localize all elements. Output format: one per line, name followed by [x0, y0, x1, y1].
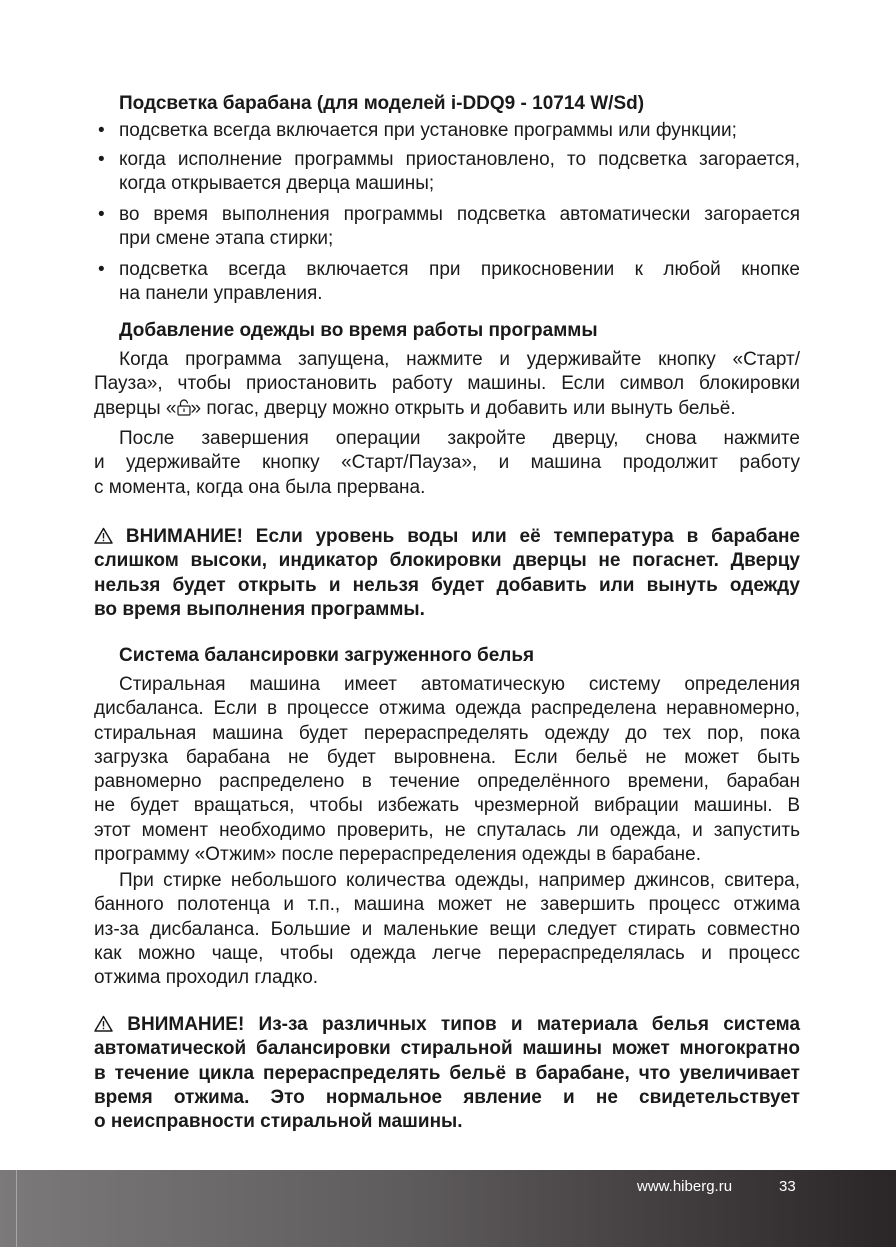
text-line: Стиральная машина имеет автоматическую систему определения	[119, 674, 800, 695]
text-line: После завершения операции закройте дверцу, снова нажмите	[119, 428, 800, 449]
text: дверцы «	[94, 397, 177, 419]
bullet-item	[98, 148, 800, 197]
bullet-icon: •	[98, 204, 105, 225]
warning-triangle-icon	[94, 1015, 113, 1039]
bullet-item	[98, 258, 800, 307]
text-line: во время выполнения программы.	[94, 598, 425, 620]
warning-door-lock	[94, 525, 800, 622]
text-line: время отжима. Это нормальное явление и не свидетельствует	[94, 1086, 800, 1108]
paragraph-add-clothes	[94, 348, 800, 421]
text-line: при смене этапа стирки;	[119, 228, 334, 250]
text-line: отжима проходил гладко.	[94, 967, 319, 989]
paragraph-after-operation	[94, 427, 800, 500]
text-line	[94, 1013, 800, 1037]
heading-drum-light: Подсветка барабана (для моделей i-DDQ9 - 10714 W/Sd)	[119, 93, 645, 114]
text-line: дисбаланса. Если в процессе отжима одежда распределена неравномерно,	[94, 698, 800, 720]
text-line: и удерживайте кнопку «Старт/Пауза», и машина продолжит работу	[94, 452, 800, 474]
bullet-icon: •	[98, 259, 105, 280]
text-line: с момента, когда она была прервана.	[94, 476, 426, 498]
warning-triangle-icon	[94, 527, 113, 551]
text-line: когда открывается дверца машины;	[119, 173, 435, 195]
footer-bar	[0, 1170, 896, 1247]
text-line: Когда программа запущена, нажмите и удерживайте кнопку «Старт/	[119, 349, 800, 370]
warning-text: ВНИМАНИЕ! Из-за различных типов и материала белья система	[127, 1014, 801, 1035]
text-line: программу «Отжим» после перераспределения одежды в барабане.	[94, 844, 701, 866]
text-line: равномерно распределено в течение определённого времени, барабан	[94, 771, 800, 793]
heading-balance-system: Система балансировки загруженного белья	[119, 645, 535, 666]
paragraph-small-load	[94, 869, 800, 990]
heading-add-clothes: Добавление одежды во время работы программы	[119, 320, 598, 341]
warning-text: ВНИМАНИЕ! Если уровень воды или её температура в барабане	[125, 526, 800, 547]
page-number: 33	[779, 1178, 796, 1195]
text-line	[94, 397, 800, 421]
text: » погас, дверцу можно открыть и добавить или вынуть бельё.	[190, 397, 736, 419]
paragraph-balance	[94, 673, 800, 867]
door-lock-icon	[177, 399, 191, 423]
text-line: как можно чаще, чтобы одежда легче перераспределялась и процесс	[94, 942, 800, 964]
warning-balance	[94, 1013, 800, 1134]
text-line: подсветка всегда включается при прикосновении к любой кнопке	[119, 259, 800, 280]
text-line: загрузка барабана не будет выровнена. Если бельё не может быть	[94, 746, 800, 768]
text-line: о неисправности стиральной машины.	[94, 1111, 463, 1133]
text-line: стиральная машина будет перераспределять одежду до тех пор, пока	[94, 722, 800, 744]
bullet-icon: •	[98, 149, 105, 170]
footer-website: www.hiberg.ru	[637, 1178, 733, 1195]
text-line: нельзя будет открыть и нельзя будет добавить или вынуть одежду	[94, 574, 800, 596]
text-line: автоматической балансировки стиральной машины может многократно	[94, 1038, 800, 1060]
text-line: когда исполнение программы приостановлено, то подсветка загорается,	[119, 149, 800, 170]
bullet-item	[98, 119, 800, 143]
bullet-item	[98, 203, 800, 252]
text-line: Пауза», чтобы приостановить работу машины. Если символ блокировки	[94, 373, 800, 395]
text-line: этот момент необходимо проверить, не спуталась ли одежда, и запустить	[94, 819, 800, 841]
text-line: При стирке небольшого количества одежды, например джинсов, свитера,	[119, 870, 800, 891]
text-line: слишком высоки, индикатор блокировки дверцы не погаснет. Дверцу	[94, 550, 800, 572]
text-line: во время выполнения программы подсветка автоматически загорается	[119, 204, 800, 225]
text-line: банного полотенца и т.п., машина может не завершить процесс отжима	[94, 894, 800, 916]
bullet-icon: •	[98, 120, 105, 141]
text-line	[94, 525, 800, 549]
text-line: из-за дисбаланса. Большие и маленькие вещи следует стирать совместно	[94, 918, 800, 940]
text-line: подсветка всегда включается при установке программы или функции;	[119, 120, 737, 141]
footer-divider	[16, 1170, 17, 1247]
text-line: в течение цикла перераспределять бельё в барабане, что увеличивает	[94, 1062, 800, 1084]
text-line: не будет вращаться, чтобы избежать чрезмерной вибрации машины. В	[94, 795, 800, 817]
text-line: на панели управления.	[119, 283, 323, 305]
